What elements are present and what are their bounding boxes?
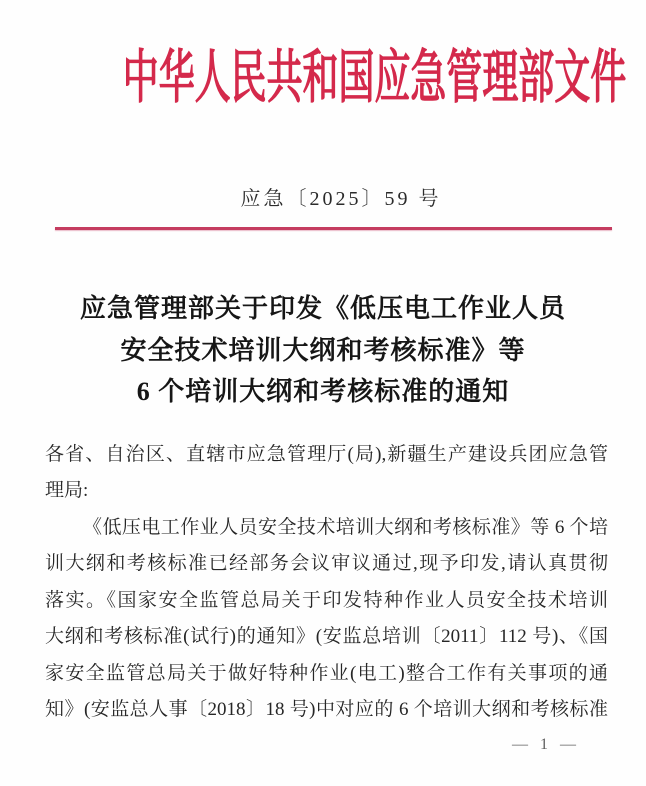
page-number: — 1 —: [512, 736, 580, 753]
body-line-paragraph-2: 训大纲和考核标准已经部务会议审议通过,现予印发,请认真贯彻: [45, 553, 608, 574]
body-line-salutation-end: 理局:: [45, 480, 89, 501]
body-line-paragraph-3: 落实。《国家安全监管总局关于印发特种作业人员安全技术培训: [45, 589, 608, 611]
document-title: [0, 288, 646, 413]
document-title-line-2: 安全技术培训大纲和考核标准》等: [120, 335, 526, 365]
body-line-paragraph-4: 大纲和考核标准(试行)的通知》(安监总培训〔2011〕112 号)、《国: [45, 626, 608, 647]
document-title-line-1: 应急管理部关于印发《低压电工作业人员: [79, 294, 566, 323]
document-title-line-3: 6 个培训大纲和考核标准的通知: [136, 377, 510, 406]
red-divider-line: [55, 227, 612, 230]
masthead-title: 中华人民共和国应急管理部文件: [122, 45, 627, 110]
body-line-paragraph-5: 家安全监管总局关于做好特种作业(电工)整合工作有关事项的通: [45, 662, 608, 684]
body-line-paragraph-6: 知》(安监总人事〔2018〕18 号)中对应的 6 个培训大纲和考核标准: [45, 699, 608, 720]
body-line-paragraph-1: 《低压电工作业人员安全技术培训大纲和考核标准》等 6 个培: [83, 516, 608, 538]
document-body: [45, 437, 608, 729]
document-number: 应急〔2025〕59 号: [240, 188, 442, 210]
body-line-salutation: 各省、自治区、直辖市应急管理厅(局),新疆生产建设兵团应急管: [45, 443, 608, 465]
